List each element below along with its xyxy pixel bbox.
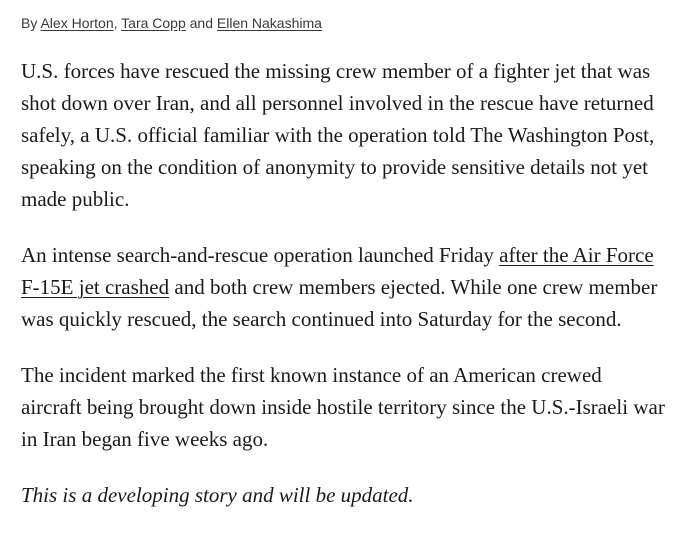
author-link-tara-copp[interactable]: Tara Copp — [121, 15, 186, 31]
article-body — [21, 12, 666, 511]
byline-conjunction: and — [189, 15, 213, 31]
byline — [21, 12, 666, 34]
paragraph-2-text-after: and both crew members ejected. While one crew member was quickly rescued, the search continued into Saturday for the second. — [21, 275, 658, 331]
paragraph-2 — [21, 239, 666, 335]
byline-prefix: By — [21, 15, 38, 31]
developing-story-note: This is a developing story and will be updated. — [21, 483, 414, 507]
paragraph-1: U.S. forces have rescued the missing crew member of a fighter jet that was shot down over Iran, and all personnel involved in the rescue have returned safely, a U.S. official familiar with the operation told The Washington Post, speaking on the condition of anonymity to provide sensitive details not yet made public. — [21, 59, 655, 211]
author-link-ellen-nakashima[interactable]: Ellen Nakashima — [216, 15, 322, 31]
paragraph-3: The incident marked the first known instance of an American crewed aircraft being brought down inside hostile territory since the U.S.-Israeli war in Iran began five weeks ago. — [21, 363, 665, 451]
paragraph-2-text-before: An intense search-and-rescue operation launched Friday — [21, 243, 500, 267]
byline-separator: , — [113, 15, 118, 31]
author-link-alex-horton[interactable]: Alex Horton — [40, 15, 114, 31]
f15e-crash-link[interactable]: after the Air Force F-15E jet crashed — [21, 243, 654, 299]
